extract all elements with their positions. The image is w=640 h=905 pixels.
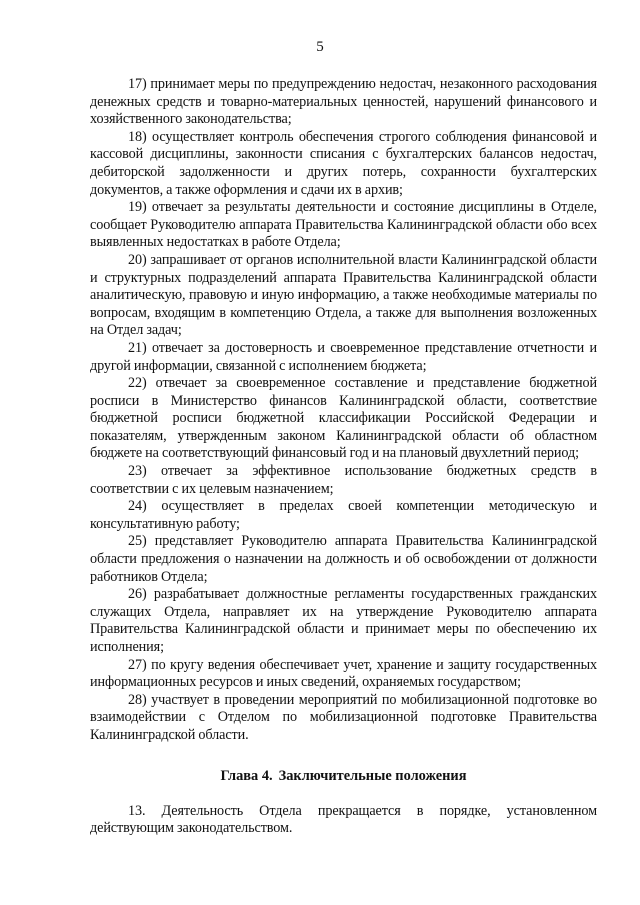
list-item-28: 28) участвует в проведении мероприятий по мобилизационной подготовке во взаимодействии с Отделом по мобилизационной подготовке Правительства Калининградской области. [90,691,597,743]
chapter-number: Глава 4. [220,767,273,784]
list-item-22: 22) отвечает за своевременное составление и представление бюджетной росписи в Министерство финансов Калининградской области, соответствие бюджетной росписи бюджетной классификации Российской Федерации и показателям, утвержденным законом Калининградской области об областном бюджете на соответствующий финансовый год и на плановый двухлетний период; [90,375,597,462]
document-body [90,76,597,838]
list-item-21: 21) отвечает за достоверность и своевременное представление отчетности и другой информации, связанной с исполнением бюджета; [90,339,597,374]
list-item-24: 24) осуществляет в пределах своей компетенции методическую и консультативную работу; [90,498,597,532]
list-item-27: 27) по кругу ведения обеспечивает учет, хранение и защиту государственных информационных ресурсов и иных сведений, охраняемых государством; [90,656,597,691]
page-number: 5 [316,39,324,55]
chapter-title: Заключительные положения [278,767,467,784]
list-item-20: 20) запрашивает от органов исполнительной власти Калининградской области и структурных подразделений аппарата Правительства Калининградской области аналитическую, правовую и иную информацию, а также необходимые материалы по вопросам, входящим в компетенцию Отдела, а также для выполнения возложенных на Отдел задач; [90,251,597,339]
list-item-25: 25) представляет Руководителю аппарата Правительства Калининградской области предложения о назначении на должность и об освобождении от должности работников Отдела; [90,533,597,585]
list-item-18: 18) осуществляет контроль обеспечения строгого соблюдения финансовой и кассовой дисциплины, законности списания с бухгалтерских балансов недостач, дебиторской задолженности и других потерь, сохранности бухгалтерских документов, а также оформления и сдачи их в архив; [90,128,597,198]
final-item-13: 13. Деятельность Отдела прекращается в порядке, установленном действующим законодательством. [90,802,597,837]
list-item-19: 19) отвечает за результаты деятельности и состояние дисциплины в Отделе, сообщает Руководителю аппарата Правительства Калининградской области обо всех выявленных недостатках в работе Отдела; [90,199,597,251]
chapter-heading [90,767,597,785]
list-item-17: 17) принимает меры по предупреждению недостач, незаконного расходования денежных средств и товарно-материальных ценностей, нарушений финансового и хозяйственного законодательства; [90,76,597,128]
list-item-26: 26) разрабатывает должностные регламенты государственных гражданских служащих Отдела, направляет их на утверждение Руководителю аппарата Правительства Калининградской области и принимает меры по обеспечению их исполнения; [90,586,597,655]
list-item-23: 23) отвечает за эффективное использование бюджетных средств в соответствии с их целевым назначением; [90,463,597,497]
